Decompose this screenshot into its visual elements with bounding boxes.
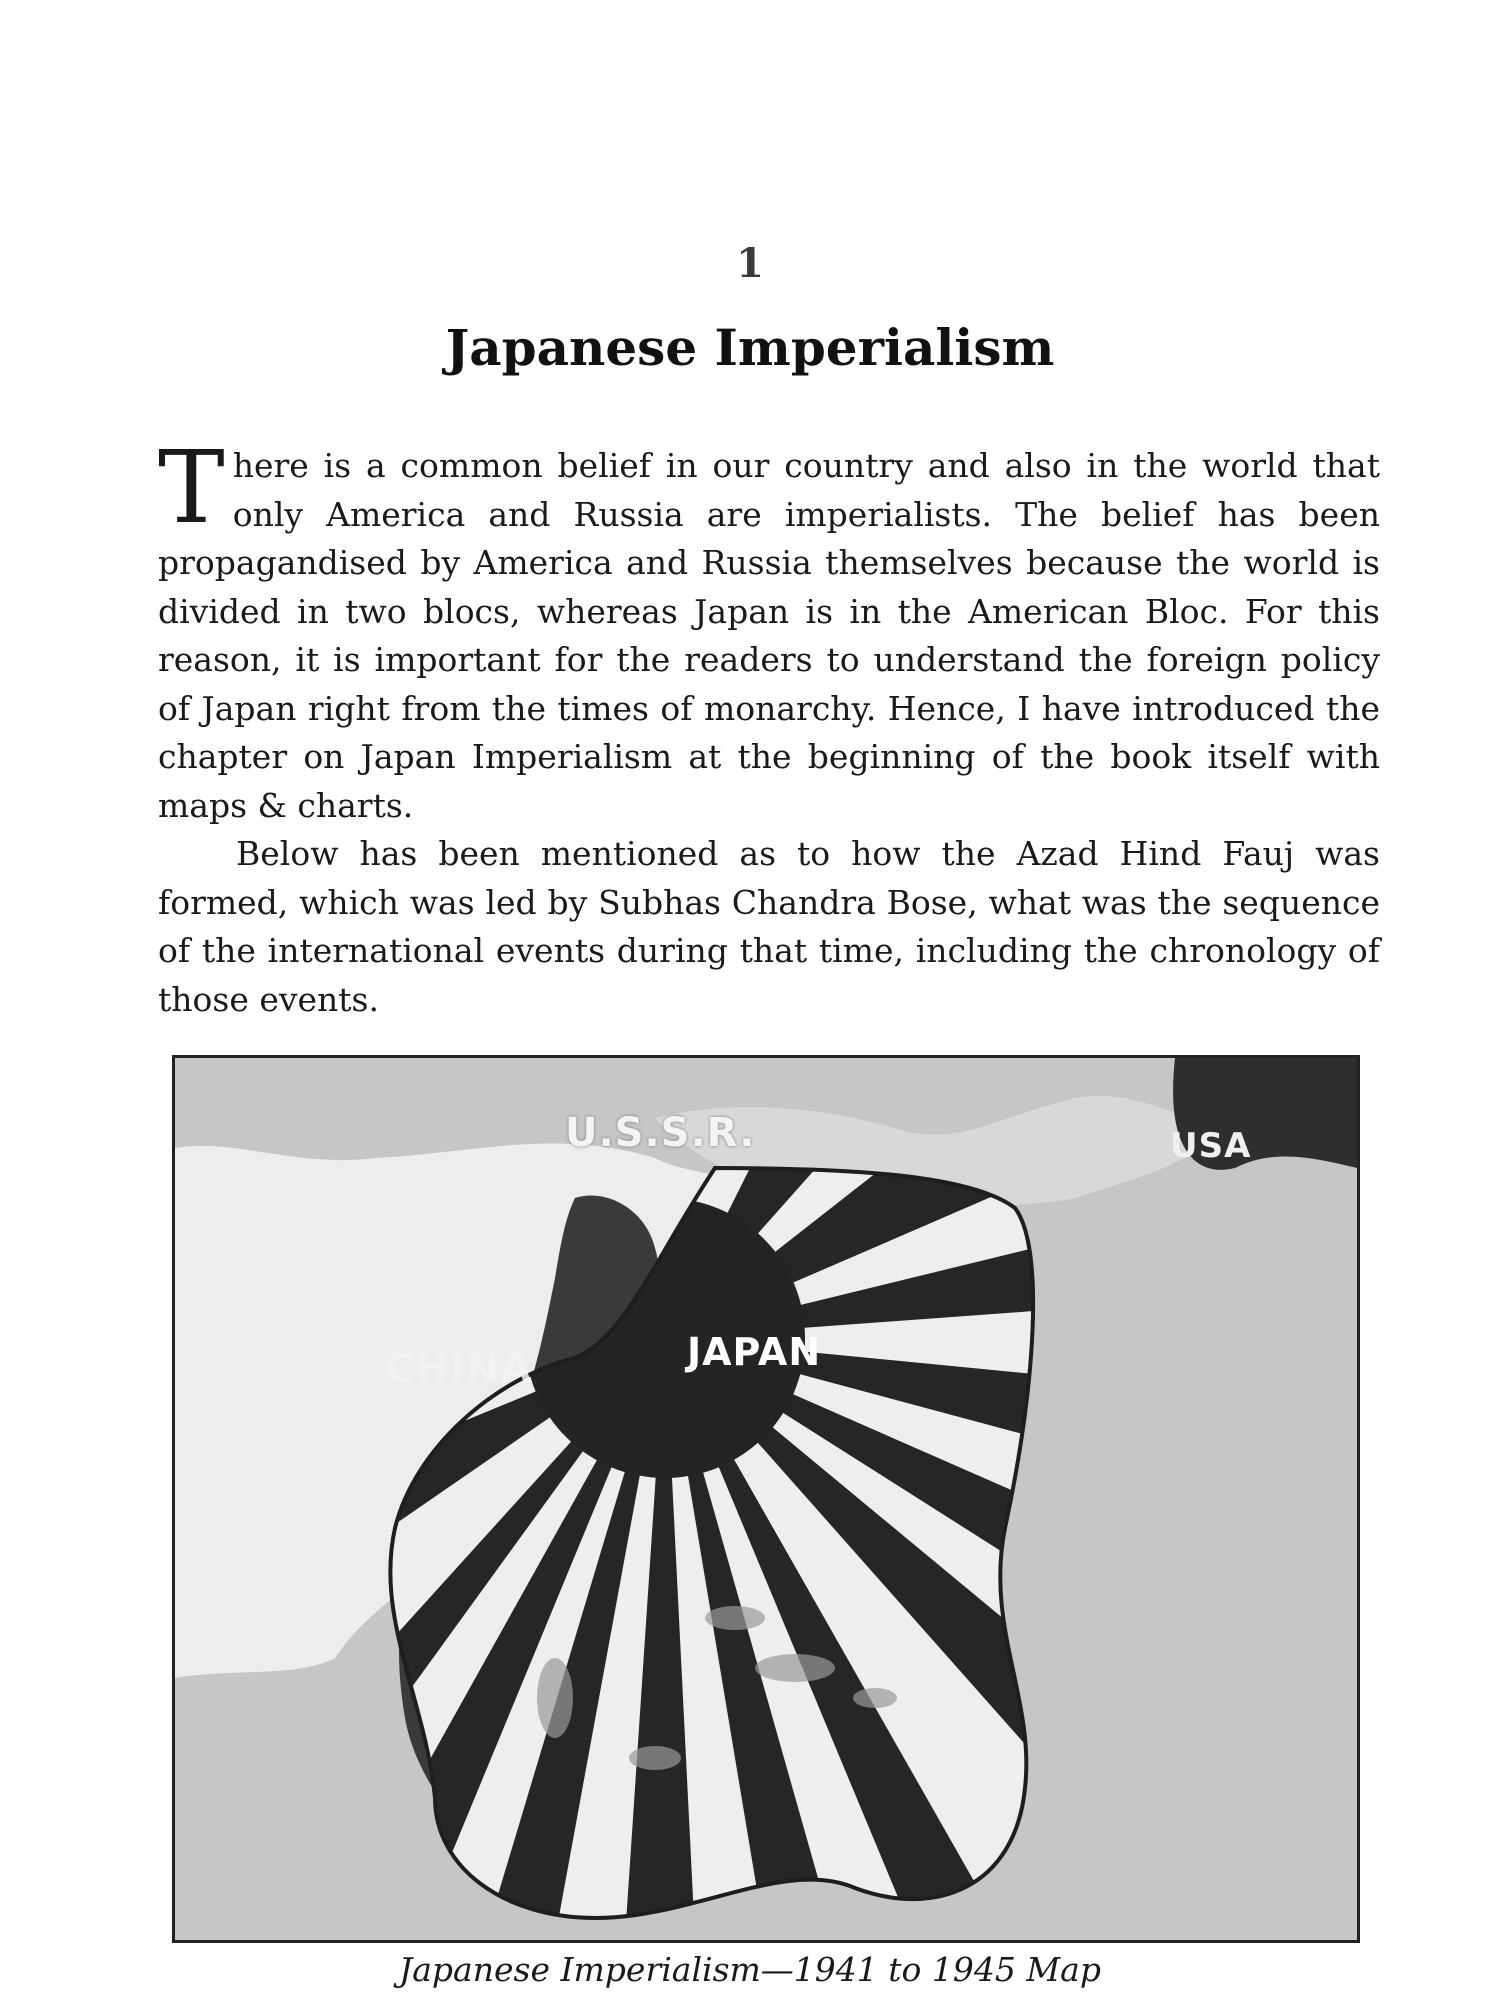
imperialism-map: [172, 1055, 1360, 1943]
chapter-number: 1: [736, 240, 764, 287]
map-illustration: [175, 1058, 1357, 1940]
figure-caption: Japanese Imperialism—1941 to 1945 Map: [399, 1950, 1101, 1989]
body-text: [158, 429, 1380, 1024]
paragraph-1: [158, 429, 1380, 830]
drop-cap: T: [158, 429, 225, 546]
china-label: CHINA: [385, 1346, 533, 1392]
paragraph-1-text: here is a common belief in our country and also in the world that only America and Russia are imperialists. The belief has been propagandised by America and Russia themselves because the world is divided in two blocs, whereas Japan is in the American Bloc. For this reason, it is important for the readers to understand the foreign policy of Japan right from the times of monarchy. Hence, I have introduced the chapter on Japan Imperialism at the beginning of the book itself with maps & charts.: [158, 446, 1380, 825]
paragraph-2: Below has been mentioned as to how the Azad Hind Fauj was formed, which was led by Subhas Chandra Bose, what was the sequence of the international events during that time, including the chronology of those events.: [158, 834, 1380, 1019]
ussr-label: U.S.S.R.: [565, 1110, 756, 1156]
chapter-title: Japanese Imperialism: [445, 318, 1055, 377]
japan-label: JAPAN: [687, 1330, 822, 1374]
usa-label: USA: [1170, 1126, 1252, 1166]
